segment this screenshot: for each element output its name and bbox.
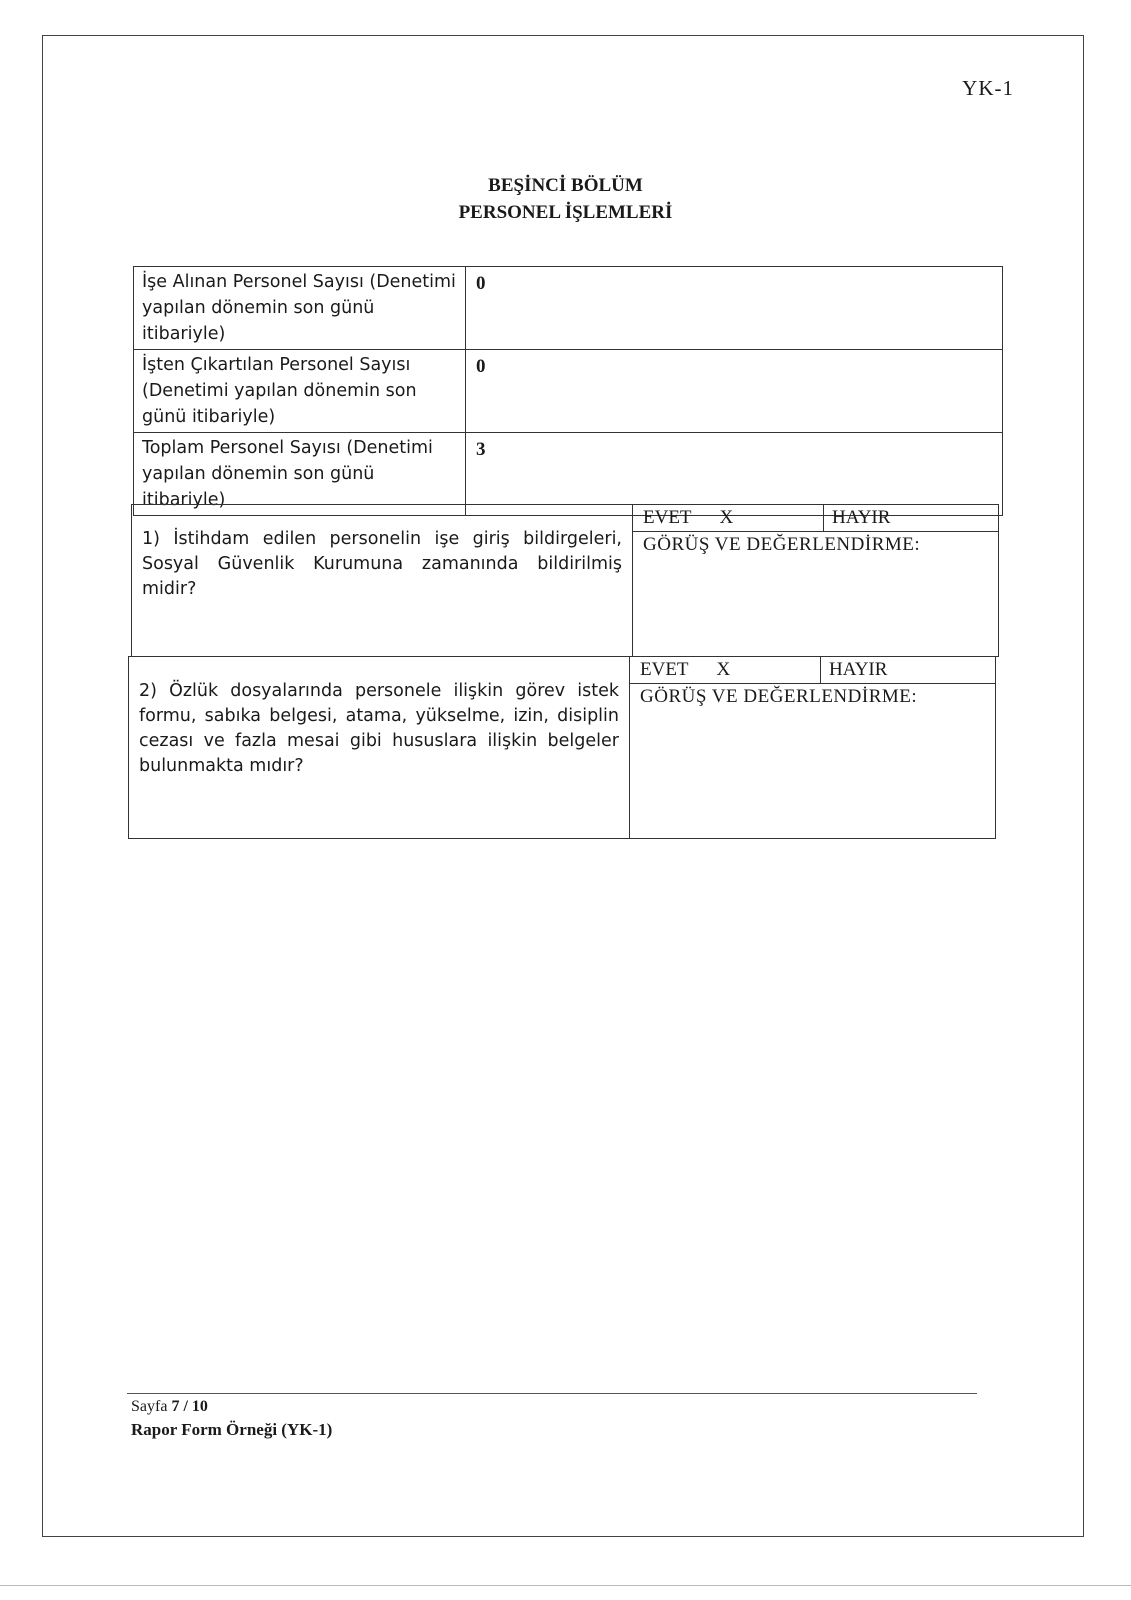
page-prefix: Sayfa bbox=[131, 1398, 168, 1415]
yes-mark: X bbox=[719, 507, 734, 528]
yes-mark: X bbox=[716, 659, 731, 680]
question-row bbox=[132, 505, 999, 657]
question-table-1 bbox=[131, 504, 999, 657]
no-label: HAYIR bbox=[829, 659, 888, 680]
no-option[interactable] bbox=[821, 657, 995, 683]
no-label: HAYIR bbox=[832, 507, 891, 528]
footer-title: Rapor Form Örneği (YK-1) bbox=[131, 1420, 333, 1439]
choice-row bbox=[633, 505, 998, 532]
table-row bbox=[134, 267, 1003, 350]
document-code: YK-1 bbox=[962, 76, 1014, 100]
page-total: 10 bbox=[191, 1398, 208, 1415]
no-option[interactable] bbox=[824, 505, 998, 531]
yes-label: EVET bbox=[640, 659, 689, 680]
page-separator: / bbox=[183, 1398, 188, 1415]
yes-option[interactable] bbox=[630, 657, 821, 683]
question-table-2 bbox=[128, 656, 996, 839]
table-row bbox=[134, 350, 1003, 433]
question-text: 2) Özlük dosyalarında personele ilişkin görev istek formu, sabıka belgesi, atama, yükselme, izin, disiplin cezası ve fazla mesai gibi hususlara ilişkin belgeler bulunmakta mıdır? bbox=[129, 657, 630, 839]
question-row bbox=[129, 657, 996, 839]
answer-column bbox=[633, 505, 999, 657]
row-label: İşe Alınan Personel Sayısı (Denetimi yapılan dönemin son günü itibariyle) bbox=[134, 267, 466, 350]
row-value: 3 bbox=[466, 433, 1003, 516]
personnel-count-table bbox=[133, 266, 1003, 516]
comment-label: GÖRÜŞ VE DEĞERLENDİRME: bbox=[640, 686, 918, 707]
row-label: İşten Çıkartılan Personel Sayısı (Denetimi yapılan dönemin son günü itibariyle) bbox=[134, 350, 466, 433]
footer-divider bbox=[127, 1393, 977, 1394]
section-number: BEŞİNCİ BÖLÜM bbox=[488, 175, 643, 196]
comment-label: GÖRÜŞ VE DEĞERLENDİRME: bbox=[643, 534, 921, 555]
question-text: 1) İstihdam edilen personelin işe giriş bildirgeleri, Sosyal Güvenlik Kurumuna zamanında bildirilmiş midir? bbox=[132, 505, 633, 657]
scan-edge-line bbox=[0, 1585, 1131, 1586]
row-value: 0 bbox=[466, 267, 1003, 350]
page-current: 7 bbox=[171, 1398, 180, 1415]
yes-option[interactable] bbox=[633, 505, 824, 531]
section-heading bbox=[0, 172, 1131, 226]
row-label: Toplam Personel Sayısı (Denetimi yapılan dönemin son günü itibariyle) bbox=[134, 433, 466, 516]
row-value: 0 bbox=[466, 350, 1003, 433]
yes-label: EVET bbox=[643, 507, 692, 528]
answer-column bbox=[630, 657, 996, 839]
section-title: PERSONEL İŞLEMLERİ bbox=[458, 202, 673, 223]
choice-row bbox=[630, 657, 995, 684]
page-number bbox=[131, 1398, 208, 1416]
